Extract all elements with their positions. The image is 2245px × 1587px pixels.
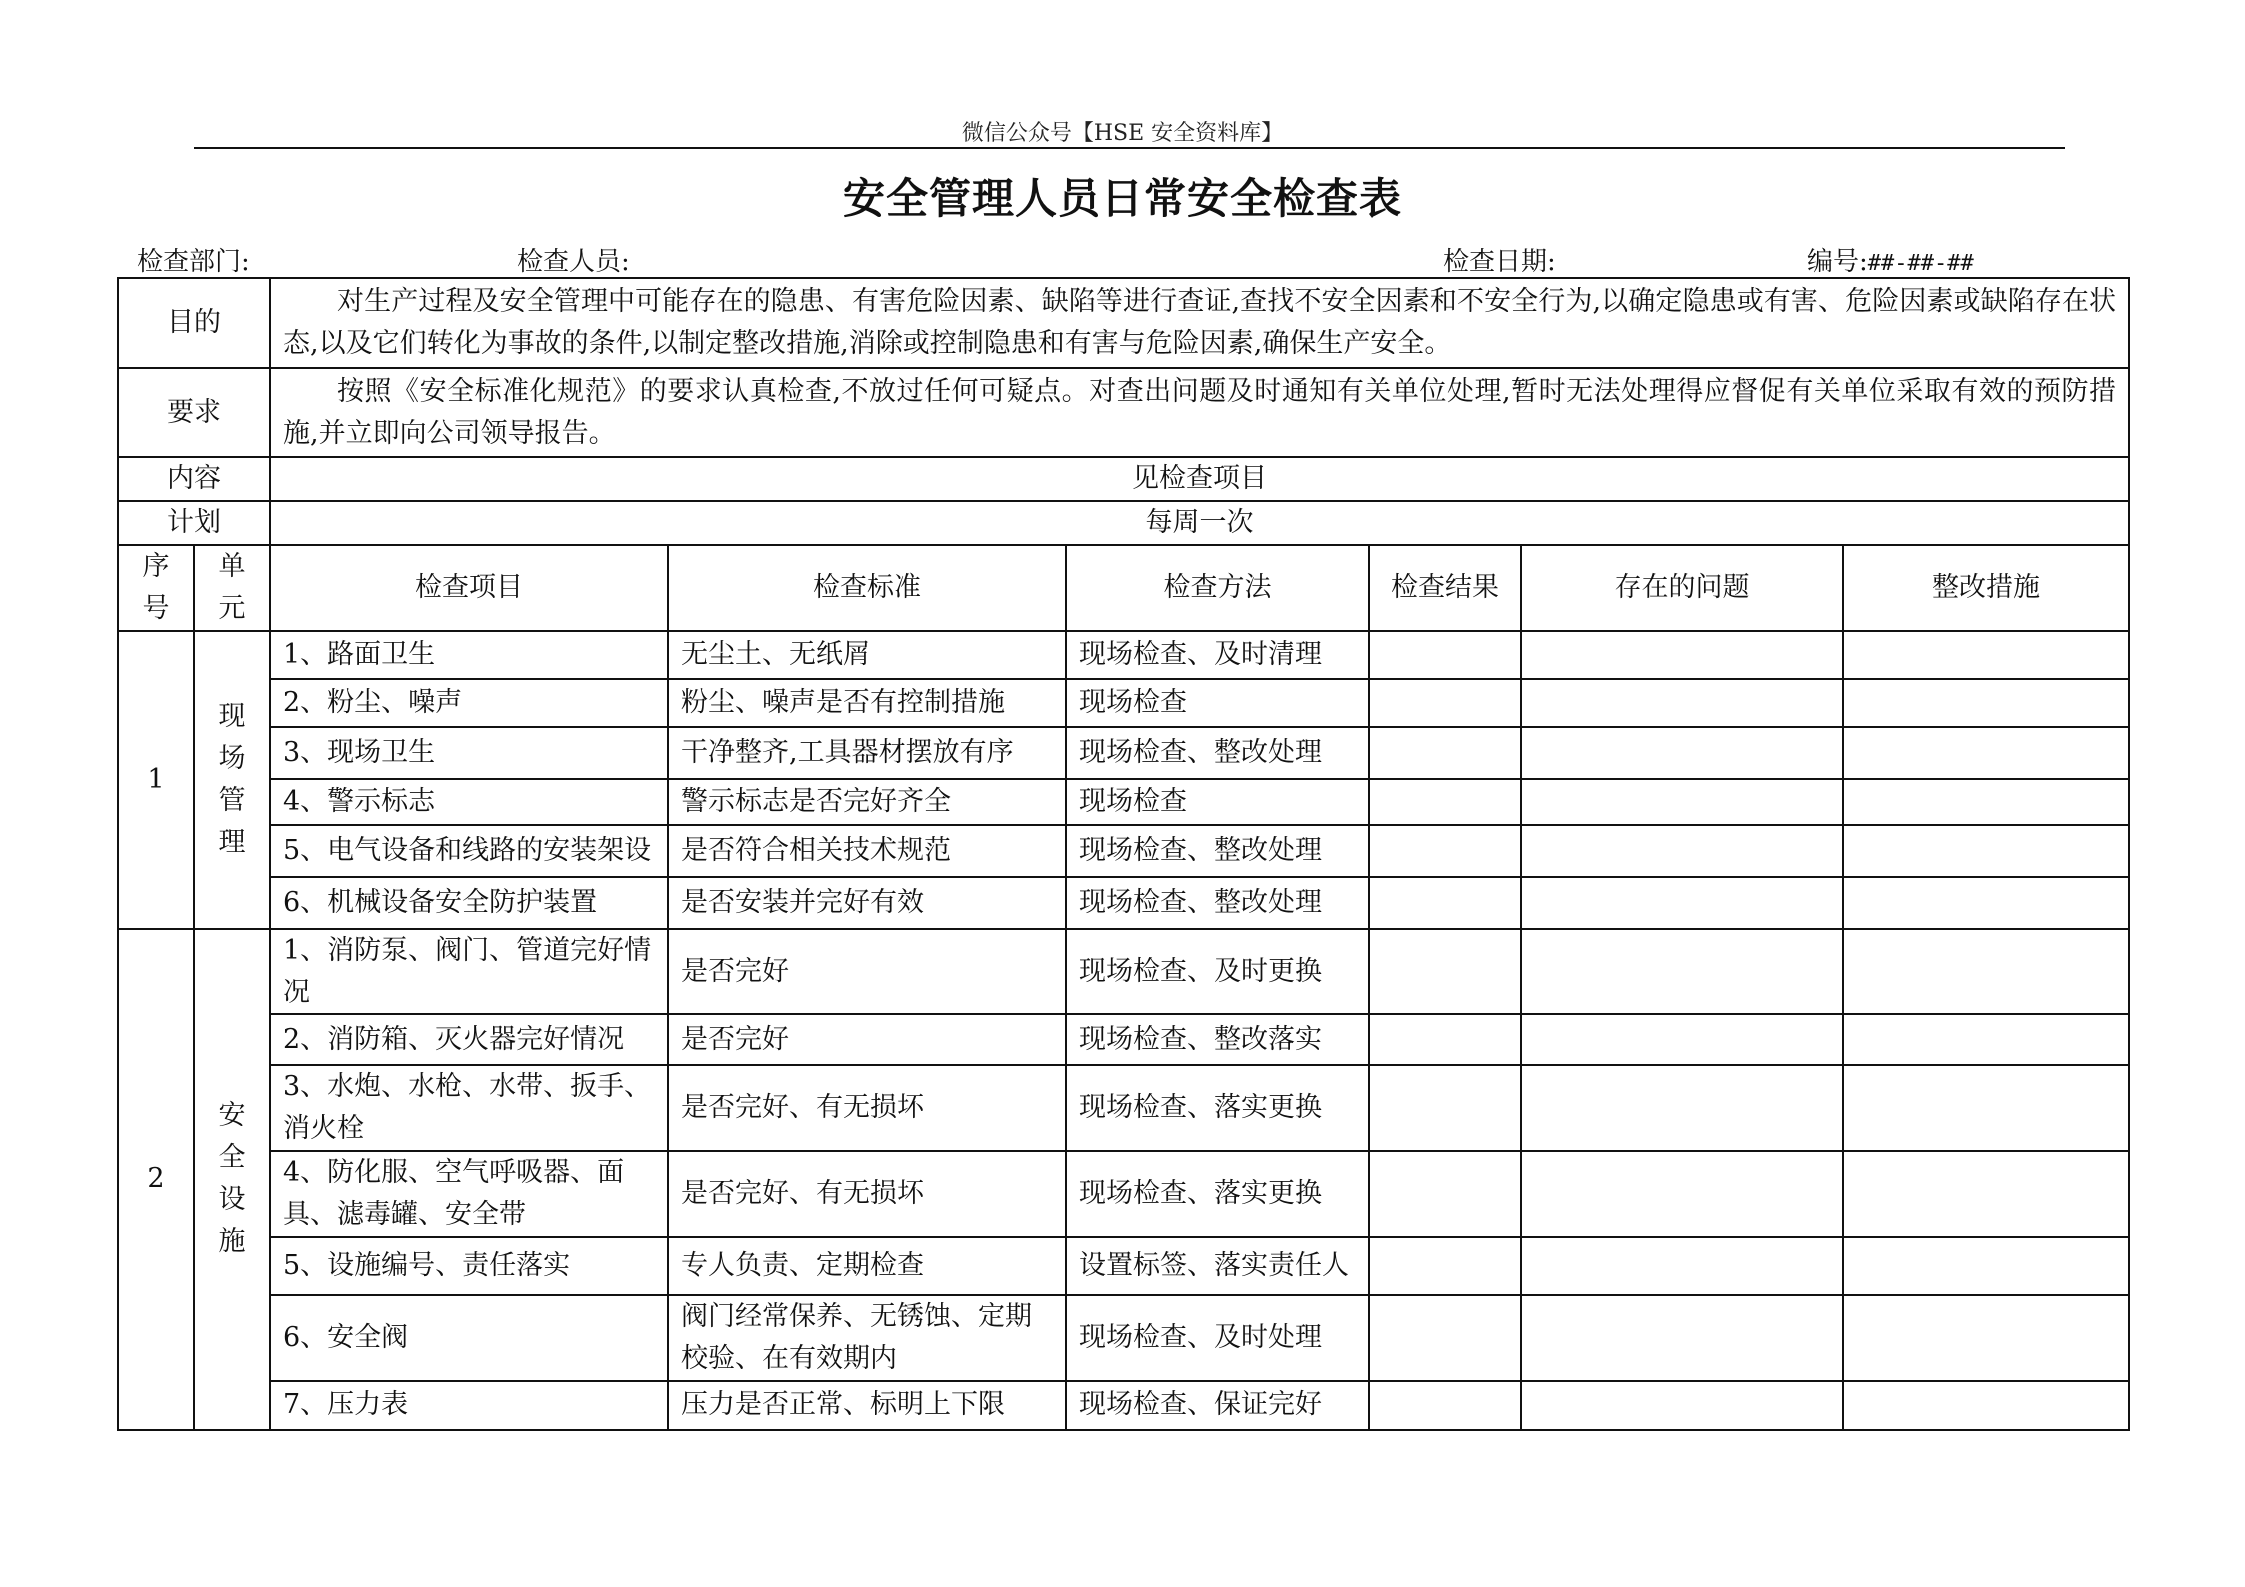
check-item: 2、粉尘、噪声 — [270, 679, 668, 727]
plan-label: 计划 — [118, 501, 270, 545]
check-result-cell[interactable] — [1369, 1151, 1521, 1237]
check-item: 1、消防泵、阀门、管道完好情况 — [270, 929, 668, 1015]
code-value: ##-##-## — [1867, 251, 1974, 276]
check-item: 1、路面卫生 — [270, 631, 668, 679]
measure-cell[interactable] — [1843, 631, 2129, 679]
check-method: 现场检查、及时清理 — [1066, 631, 1369, 679]
content-text: 见检查项目 — [270, 457, 2129, 501]
check-standard: 粉尘、噪声是否有控制措施 — [668, 679, 1066, 727]
table-row — [118, 727, 2129, 779]
problem-cell[interactable] — [1521, 929, 1843, 1015]
code-field — [1807, 241, 1974, 278]
problem-cell[interactable] — [1521, 877, 1843, 929]
check-method: 现场检查、整改处理 — [1066, 877, 1369, 929]
section-unit — [194, 631, 270, 929]
check-item: 4、警示标志 — [270, 779, 668, 825]
document-title: 安全管理人员日常安全检查表 — [842, 174, 1402, 223]
content-row — [118, 457, 2129, 501]
measure-cell[interactable] — [1843, 727, 2129, 779]
check-standard: 专人负责、定期检查 — [668, 1237, 1066, 1295]
problem-cell[interactable] — [1521, 727, 1843, 779]
header-divider — [194, 147, 2065, 149]
check-method: 现场检查、落实更换 — [1066, 1065, 1369, 1151]
check-item: 7、压力表 — [270, 1381, 668, 1430]
check-result-cell[interactable] — [1369, 825, 1521, 877]
section-seq: 1 — [118, 631, 194, 929]
problem-cell[interactable] — [1521, 1151, 1843, 1237]
problem-cell[interactable] — [1521, 825, 1843, 877]
check-standard: 是否完好、有无损坏 — [668, 1151, 1066, 1237]
check-item: 3、水炮、水枪、水带、扳手、消火栓 — [270, 1065, 668, 1151]
check-result-cell[interactable] — [1369, 727, 1521, 779]
check-result-cell[interactable] — [1369, 779, 1521, 825]
result-header: 检查结果 — [1369, 545, 1521, 631]
problem-cell[interactable] — [1521, 779, 1843, 825]
unit-header-char: 元 — [218, 592, 246, 624]
table-row — [118, 929, 2129, 1015]
problem-cell[interactable] — [1521, 631, 1843, 679]
check-standard: 压力是否正常、标明上下限 — [668, 1381, 1066, 1430]
section-unit-char: 设 — [218, 1184, 246, 1216]
section-unit — [194, 929, 270, 1430]
plan-row — [118, 501, 2129, 545]
check-method: 现场检查、整改处理 — [1066, 727, 1369, 779]
check-method: 现场检查、整改处理 — [1066, 825, 1369, 877]
check-standard: 是否完好、有无损坏 — [668, 1065, 1066, 1151]
check-result-cell[interactable] — [1369, 631, 1521, 679]
purpose-label: 目的 — [118, 278, 270, 368]
problem-cell[interactable] — [1521, 1381, 1843, 1430]
measure-cell[interactable] — [1843, 929, 2129, 1015]
check-item: 6、安全阀 — [270, 1295, 668, 1381]
measure-header: 整改措施 — [1843, 545, 2129, 631]
check-item: 5、电气设备和线路的安装架设 — [270, 825, 668, 877]
column-header-row — [118, 545, 2129, 631]
measure-cell[interactable] — [1843, 779, 2129, 825]
check-method: 现场检查、及时处理 — [1066, 1295, 1369, 1381]
content-label: 内容 — [118, 457, 270, 501]
check-standard: 阀门经常保养、无锈蚀、定期校验、在有效期内 — [668, 1295, 1066, 1381]
check-result-cell[interactable] — [1369, 877, 1521, 929]
inspector-label: 检查人员: — [517, 247, 630, 277]
check-standard: 干净整齐,工具器材摆放有序 — [668, 727, 1066, 779]
check-standard: 是否完好 — [668, 1014, 1066, 1065]
table-row — [118, 877, 2129, 929]
check-method: 现场检查 — [1066, 779, 1369, 825]
measure-cell[interactable] — [1843, 1065, 2129, 1151]
section-unit-char: 管 — [218, 784, 246, 816]
problem-cell[interactable] — [1521, 1014, 1843, 1065]
check-result-cell[interactable] — [1369, 1295, 1521, 1381]
purpose-row — [118, 278, 2129, 368]
check-item: 6、机械设备安全防护装置 — [270, 877, 668, 929]
inspection-table-body — [118, 278, 2129, 1430]
method-header: 检查方法 — [1066, 545, 1369, 631]
standard-header: 检查标准 — [668, 545, 1066, 631]
table-row — [118, 1151, 2129, 1237]
table-row — [118, 1014, 2129, 1065]
code-label: 编号: — [1807, 247, 1868, 277]
section-unit-char: 安 — [218, 1100, 246, 1132]
check-method: 现场检查、及时更换 — [1066, 929, 1369, 1015]
check-standard: 警示标志是否完好齐全 — [668, 779, 1066, 825]
measure-cell[interactable] — [1843, 679, 2129, 727]
section-unit-char: 场 — [218, 742, 246, 774]
check-item: 5、设施编号、责任落实 — [270, 1237, 668, 1295]
measure-cell[interactable] — [1843, 825, 2129, 877]
dept-label: 检查部门: — [137, 247, 250, 277]
table-row — [118, 779, 2129, 825]
table-row — [118, 1295, 2129, 1381]
section-unit-char: 理 — [218, 826, 246, 858]
purpose-text: 对生产过程及安全管理中可能存在的隐患、有害危险因素、缺陷等进行查证,查找不安全因素和不安全行为,以确定隐患或有害、危险因素或缺陷存在状态,以及它们转化为事故的条件,以制定整改措施,消除或控制隐患和有害与危险因素,确保生产安全。 — [270, 278, 2129, 368]
problem-cell[interactable] — [1521, 1295, 1843, 1381]
table-row — [118, 679, 2129, 727]
section-unit-char: 施 — [218, 1225, 246, 1257]
check-item: 2、消防箱、灭火器完好情况 — [270, 1014, 668, 1065]
inspection-table — [117, 277, 2130, 1431]
table-row — [118, 631, 2129, 679]
unit-header-char: 单 — [218, 551, 246, 583]
check-method: 现场检查 — [1066, 679, 1369, 727]
check-method: 现场检查、整改落实 — [1066, 1014, 1369, 1065]
table-row — [118, 1237, 2129, 1295]
table-row — [118, 1065, 2129, 1151]
item-header: 检查项目 — [270, 545, 668, 631]
document-header-source: 微信公众号【HSE 安全资料库】 — [961, 121, 1284, 146]
check-standard: 是否完好 — [668, 929, 1066, 1015]
check-item: 4、防化服、空气呼吸器、面具、滤毒罐、安全带 — [270, 1151, 668, 1237]
table-row — [118, 1381, 2129, 1430]
unit-header — [194, 545, 270, 631]
check-standard: 是否安装并完好有效 — [668, 877, 1066, 929]
problem-cell[interactable] — [1521, 1237, 1843, 1295]
problem-cell[interactable] — [1521, 679, 1843, 727]
date-label: 检查日期: — [1443, 247, 1556, 277]
section-seq: 2 — [118, 929, 194, 1430]
seq-header-char: 号 — [142, 592, 170, 624]
check-result-cell[interactable] — [1369, 1065, 1521, 1151]
check-method: 现场检查、落实更换 — [1066, 1151, 1369, 1237]
check-method: 现场检查、保证完好 — [1066, 1381, 1369, 1430]
check-result-cell[interactable] — [1369, 1014, 1521, 1065]
check-item: 3、现场卫生 — [270, 727, 668, 779]
section-unit-char: 现 — [218, 701, 246, 733]
check-standard: 是否符合相关技术规范 — [668, 825, 1066, 877]
table-row — [118, 825, 2129, 877]
measure-cell[interactable] — [1843, 1295, 2129, 1381]
seq-header-char: 序 — [142, 551, 170, 583]
measure-cell[interactable] — [1843, 1237, 2129, 1295]
check-result-cell[interactable] — [1369, 929, 1521, 1015]
plan-text: 每周一次 — [270, 501, 2129, 545]
check-method: 设置标签、落实责任人 — [1066, 1237, 1369, 1295]
requirement-label: 要求 — [118, 368, 270, 458]
section-unit-char: 全 — [218, 1142, 246, 1174]
requirement-text: 按照《安全标准化规范》的要求认真检查,不放过任何可疑点。对查出问题及时通知有关单位处理,暂时无法处理得应督促有关单位采取有效的预防措施,并立即向公司领导报告。 — [270, 368, 2129, 458]
seq-header — [118, 545, 194, 631]
measure-cell[interactable] — [1843, 877, 2129, 929]
measure-cell[interactable] — [1843, 1014, 2129, 1065]
requirement-row — [118, 368, 2129, 458]
measure-cell[interactable] — [1843, 1151, 2129, 1237]
check-result-cell[interactable] — [1369, 1381, 1521, 1430]
measure-cell[interactable] — [1843, 1381, 2129, 1430]
check-result-cell[interactable] — [1369, 679, 1521, 727]
problem-header: 存在的问题 — [1521, 545, 1843, 631]
problem-cell[interactable] — [1521, 1065, 1843, 1151]
check-result-cell[interactable] — [1369, 1237, 1521, 1295]
check-standard: 无尘土、无纸屑 — [668, 631, 1066, 679]
